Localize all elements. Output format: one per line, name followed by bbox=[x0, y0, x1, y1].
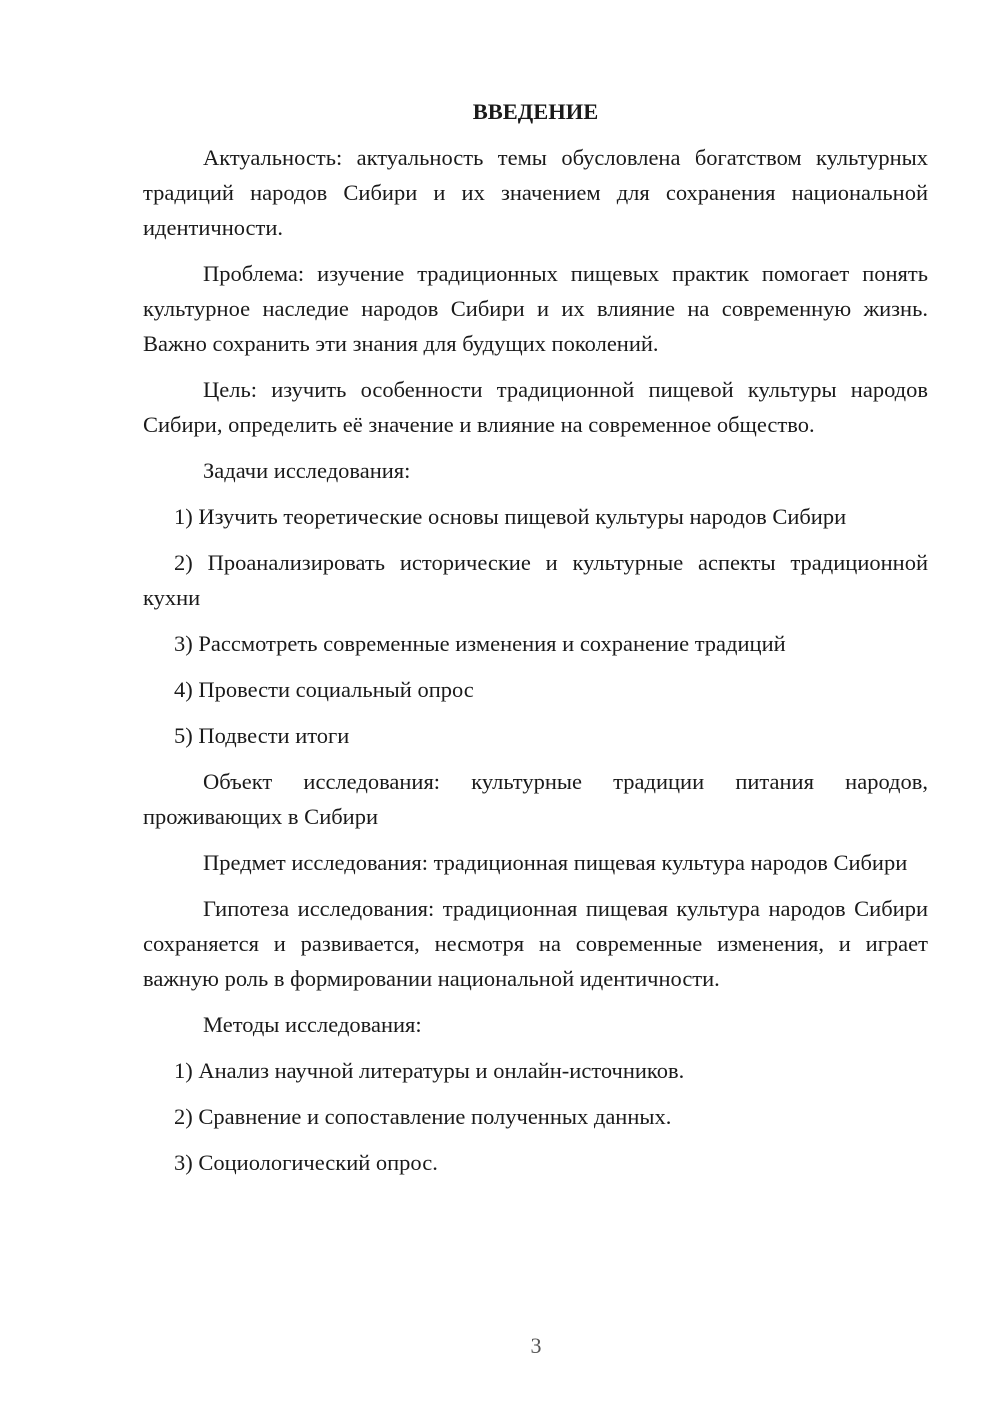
paragraph-subject: Предмет исследования: традиционная пищевая культура народов Сибири bbox=[203, 850, 908, 875]
task-item: 4) Провести социальный опрос bbox=[174, 677, 474, 702]
method-item: 3) Социологический опрос. bbox=[174, 1150, 438, 1175]
paragraph-tasks-heading: Задачи исследования: bbox=[203, 458, 411, 483]
paragraph-problem: Проблема: изучение традиционных пищевых практик помогает понять культурное наследие народов Сибири и их влияние на современную жизнь. Важно сохранить эти знания для будущих поколений. bbox=[143, 261, 928, 356]
paragraph-goal: Цель: изучить особенности традиционной пищевой культуры народов Сибири, определить её значение и влияние на современное общество. bbox=[143, 377, 928, 437]
paragraph-hypothesis: Гипотеза исследования: традиционная пищевая культура народов Сибири сохраняется и развивается, несмотря на современные изменения, и играет важную роль в формировании национальной идентичности. bbox=[143, 896, 928, 991]
page-number: 3 bbox=[530, 1333, 542, 1358]
document-body bbox=[143, 94, 928, 1191]
paragraph-methods-heading: Методы исследования: bbox=[203, 1012, 422, 1037]
paragraph-object: Объект исследования: культурные традиции питания народов, проживающих в Сибири bbox=[143, 769, 928, 829]
method-item: 1) Анализ научной литературы и онлайн-источников. bbox=[174, 1058, 685, 1083]
task-item: 2) Проанализировать исторические и культурные аспекты традиционной кухни bbox=[143, 550, 928, 610]
page-title: ВВЕДЕНИЕ bbox=[472, 99, 599, 124]
task-item: 5) Подвести итоги bbox=[174, 723, 350, 748]
method-item: 2) Сравнение и сопоставление полученных данных. bbox=[174, 1104, 672, 1129]
task-item: 1) Изучить теоретические основы пищевой культуры народов Сибири bbox=[174, 504, 847, 529]
task-item: 3) Рассмотреть современные изменения и сохранение традиций bbox=[174, 631, 786, 656]
paragraph-relevance: Актуальность: актуальность темы обусловлена богатством культурных традиций народов Сибири и их значением для сохранения национальной идентичности. bbox=[143, 145, 928, 240]
